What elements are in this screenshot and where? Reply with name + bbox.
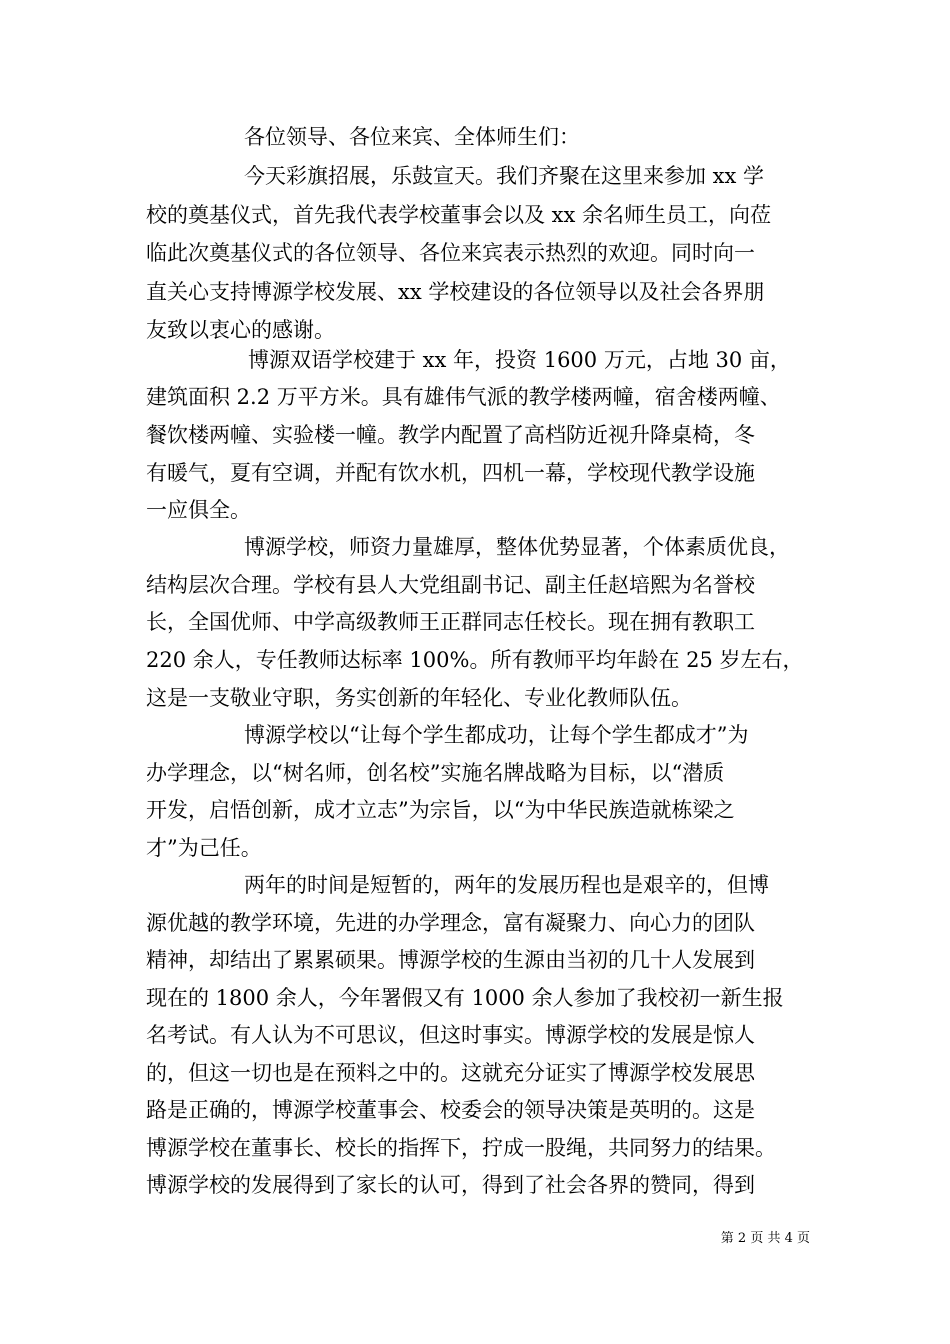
page-number-footer: 第 2 页 共 4 页 (720, 1231, 810, 1246)
text-line: 博源学校，师资力量雄厚，整体优势显著，个体素质优良， (244, 535, 790, 559)
text-line: 办学理念，以“树名师，创名校”实施名牌战略为目标，以“潜质 (146, 761, 725, 785)
text-line: 源优越的教学环境，先进的办学理念，富有凝聚力、向心力的团队 (146, 911, 755, 935)
text-line: 现在的 1800 余人，今年署假又有 1000 余人参加了我校初一新生报 (146, 986, 784, 1010)
text-line: 博源学校的发展得到了家长的认可，得到了社会各界的赞同，得到 (146, 1173, 755, 1197)
text-line: 这是一支敬业守职，务实创新的年轻化、专业化教师队伍。 (146, 686, 692, 710)
text-line: 路是正确的，博源学校董事会、校委会的领导决策是英明的。这是 (146, 1098, 755, 1122)
text-line: 博源学校以“让每个学生都成功，让每个学生都成才”为 (244, 723, 749, 747)
text-line: 两年的时间是短暂的，两年的发展历程也是艰辛的，但博 (244, 873, 769, 897)
text-line: 博源学校在董事长、校长的指挥下，拧成一股绳，共同努力的结果。 (146, 1136, 776, 1160)
text-line: 220 余人，专任教师达标率 100%。所有教师平均年龄在 25 岁左右， (146, 648, 804, 672)
text-line: 开发，启悟创新，成才立志”为宗旨，以“为中华民族造就栋梁之 (146, 798, 735, 822)
text-line: 长，全国优师、中学高级教师王正群同志任校长。现在拥有教职工 (146, 610, 755, 634)
text-line: 精神，却结出了累累硕果。博源学校的生源由当初的几十人发展到 (146, 948, 755, 972)
text-line: 友致以衷心的感谢。 (146, 318, 335, 342)
text-line: 博源双语学校建于 xx 年，投资 1600 万元，占地 30 亩， (248, 348, 791, 372)
text-line: 今天彩旗招展，乐鼓宣天。我们齐聚在这里来参加 xx 学 (244, 164, 765, 188)
text-line: 名考试。有人认为不可思议，但这时事实。博源学校的发展是惊人 (146, 1023, 755, 1047)
text-line: 直关心支持博源学校发展、xx 学校建设的各位领导以及社会各界朋 (146, 280, 765, 304)
text-line: 校的奠基仪式，首先我代表学校董事会以及 xx 余名师生员工，向莅 (146, 203, 772, 227)
text-line: 结构层次合理。学校有县人大党组副书记、副主任赵培熙为名誉校 (146, 573, 755, 597)
text-line: 餐饮楼两幢、实验楼一幢。教学内配置了高档防近视升降桌椅，冬 (146, 423, 755, 447)
text-line: 一应俱全。 (146, 498, 251, 522)
text-line: 临此次奠基仪式的各位领导、各位来宾表示热烈的欢迎。同时向一 (146, 241, 755, 265)
text-line: 才”为己任。 (146, 836, 262, 860)
text-line: 建筑面积 2.2 万平方米。具有雄伟气派的教学楼两幢，宿舍楼两幢、 (146, 385, 781, 409)
text-line: 的，但这一切也是在预料之中的。这就充分证实了博源学校发展思 (146, 1061, 755, 1085)
text-line: 各位领导、各位来宾、全体师生们： (244, 125, 580, 149)
text-line: 有暖气，夏有空调，并配有饮水机，四机一幕，学校现代教学设施 (146, 461, 755, 485)
